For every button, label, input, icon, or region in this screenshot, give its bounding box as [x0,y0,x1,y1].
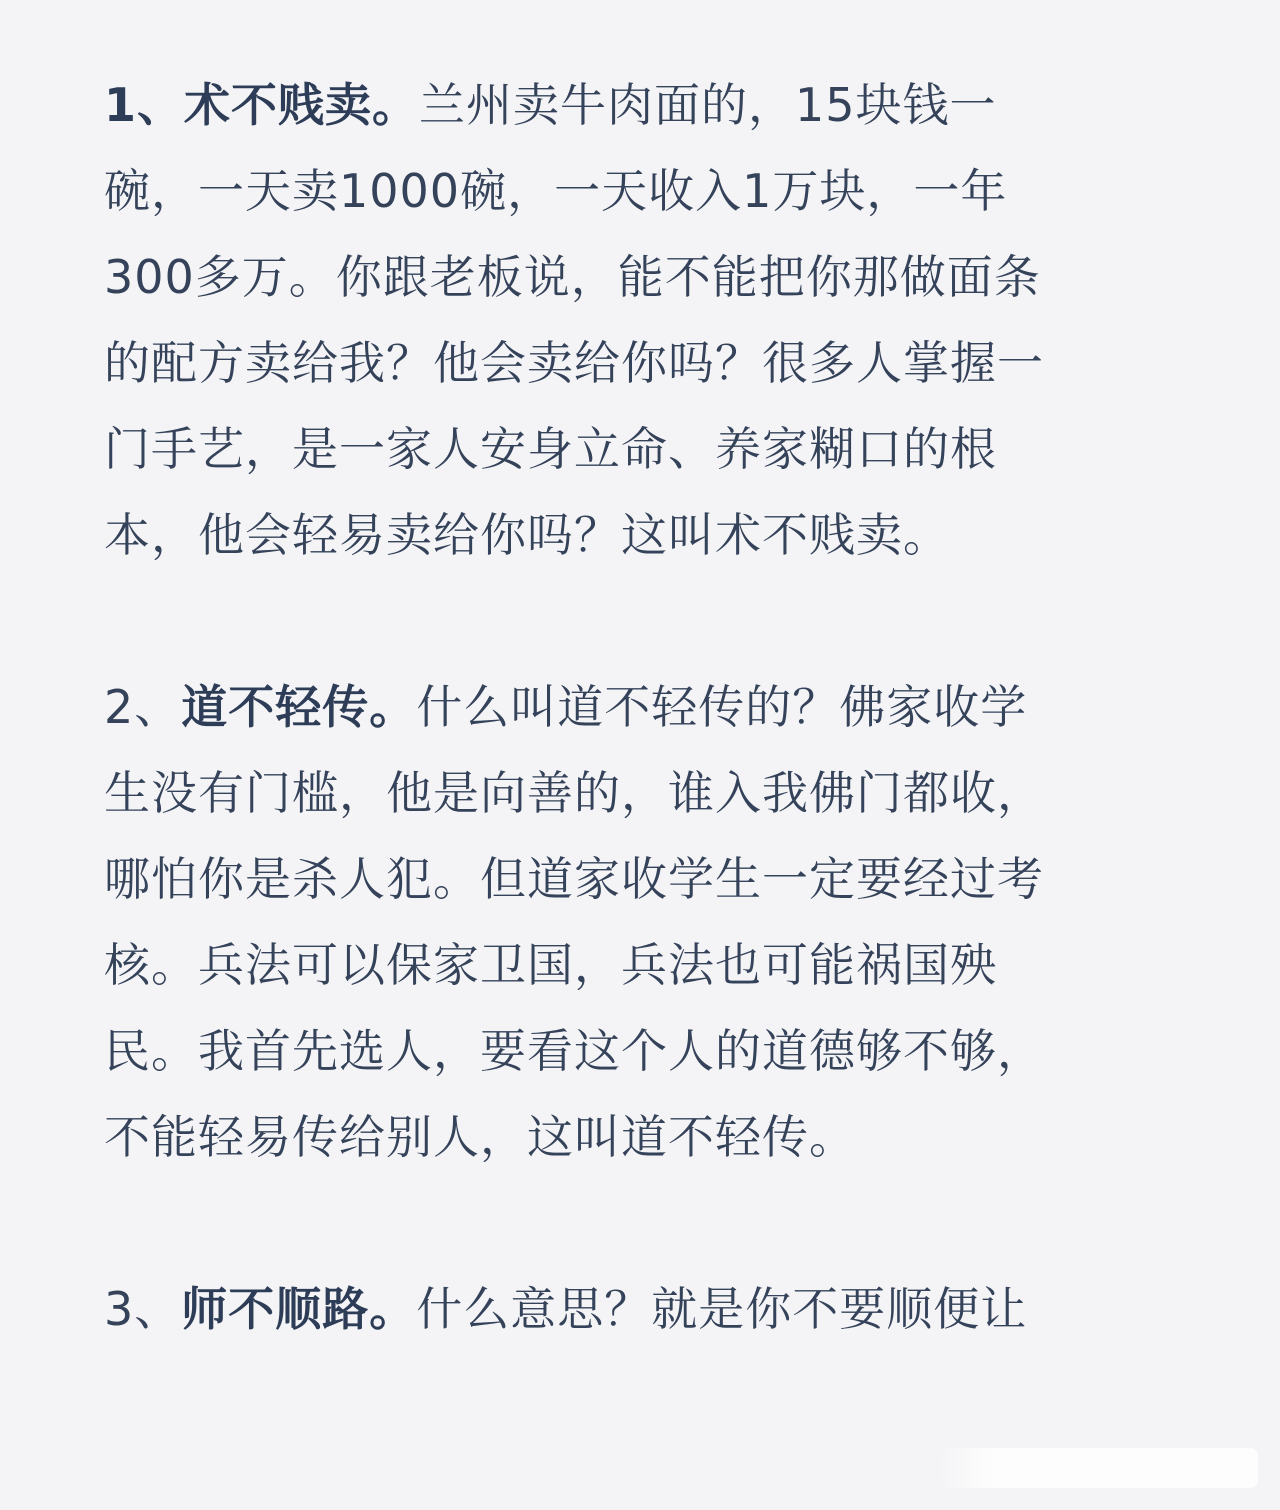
paragraph-2-line-3: 哪怕你是杀人犯。但道家收学生一定要经过考 [104,852,1044,906]
paragraph-1-line-5: 门手艺，是一家人安身立命、养家糊口的根 [104,422,997,476]
paragraph-2 [104,664,1164,1180]
paragraph-2-line-6: 不能轻易传给别人，这叫道不轻传。 [104,1110,856,1164]
paragraph-1-line-4: 的配方卖给我？他会卖给你吗？很多人掌握一 [104,336,1044,390]
paragraph-1-line-6: 本，他会轻易卖给你吗？这叫术不贱卖。 [104,508,950,562]
paragraph-3-number: 3、 [104,1282,182,1336]
paragraph-3-line-1 [104,1266,1164,1352]
paragraph-1-line-1 [104,62,1164,148]
paragraph-2-heading: 道不轻传。 [181,680,417,734]
article-body [104,62,1164,1352]
faded-watermark [938,1448,1258,1488]
paragraph-2-line-2: 生没有门槛，他是向善的，谁入我佛门都收， [104,766,1044,820]
paragraph-1 [104,62,1164,578]
paragraph-2-line-1 [104,664,1164,750]
paragraph-2-first-line-text: 什么叫道不轻传的？佛家收学 [416,680,1028,734]
paragraph-1-line-2: 碗，一天卖1000碗，一天收入1万块，一年 [104,164,1008,218]
paragraph-3-first-line-text: 什么意思？就是你不要顺便让 [416,1282,1028,1336]
paragraph-2-number: 2、 [104,680,182,734]
paragraph-3 [104,1266,1164,1352]
paragraph-2-line-5: 民。我首先选人，要看这个人的道德够不够， [104,1024,1044,1078]
paragraph-2-line-4: 核。兵法可以保家卫国，兵法也可能祸国殃 [104,938,997,992]
paragraph-1-first-line-text: 兰州卖牛肉面的，15块钱一 [419,78,997,132]
paragraph-1-number: 1、 [104,78,185,132]
paragraph-1-line-3: 300多万。你跟老板说，能不能把你那做面条 [104,250,1041,304]
paragraph-1-heading: 术不贱卖。 [184,78,420,132]
paragraph-3-heading: 师不顺路。 [181,1282,417,1336]
